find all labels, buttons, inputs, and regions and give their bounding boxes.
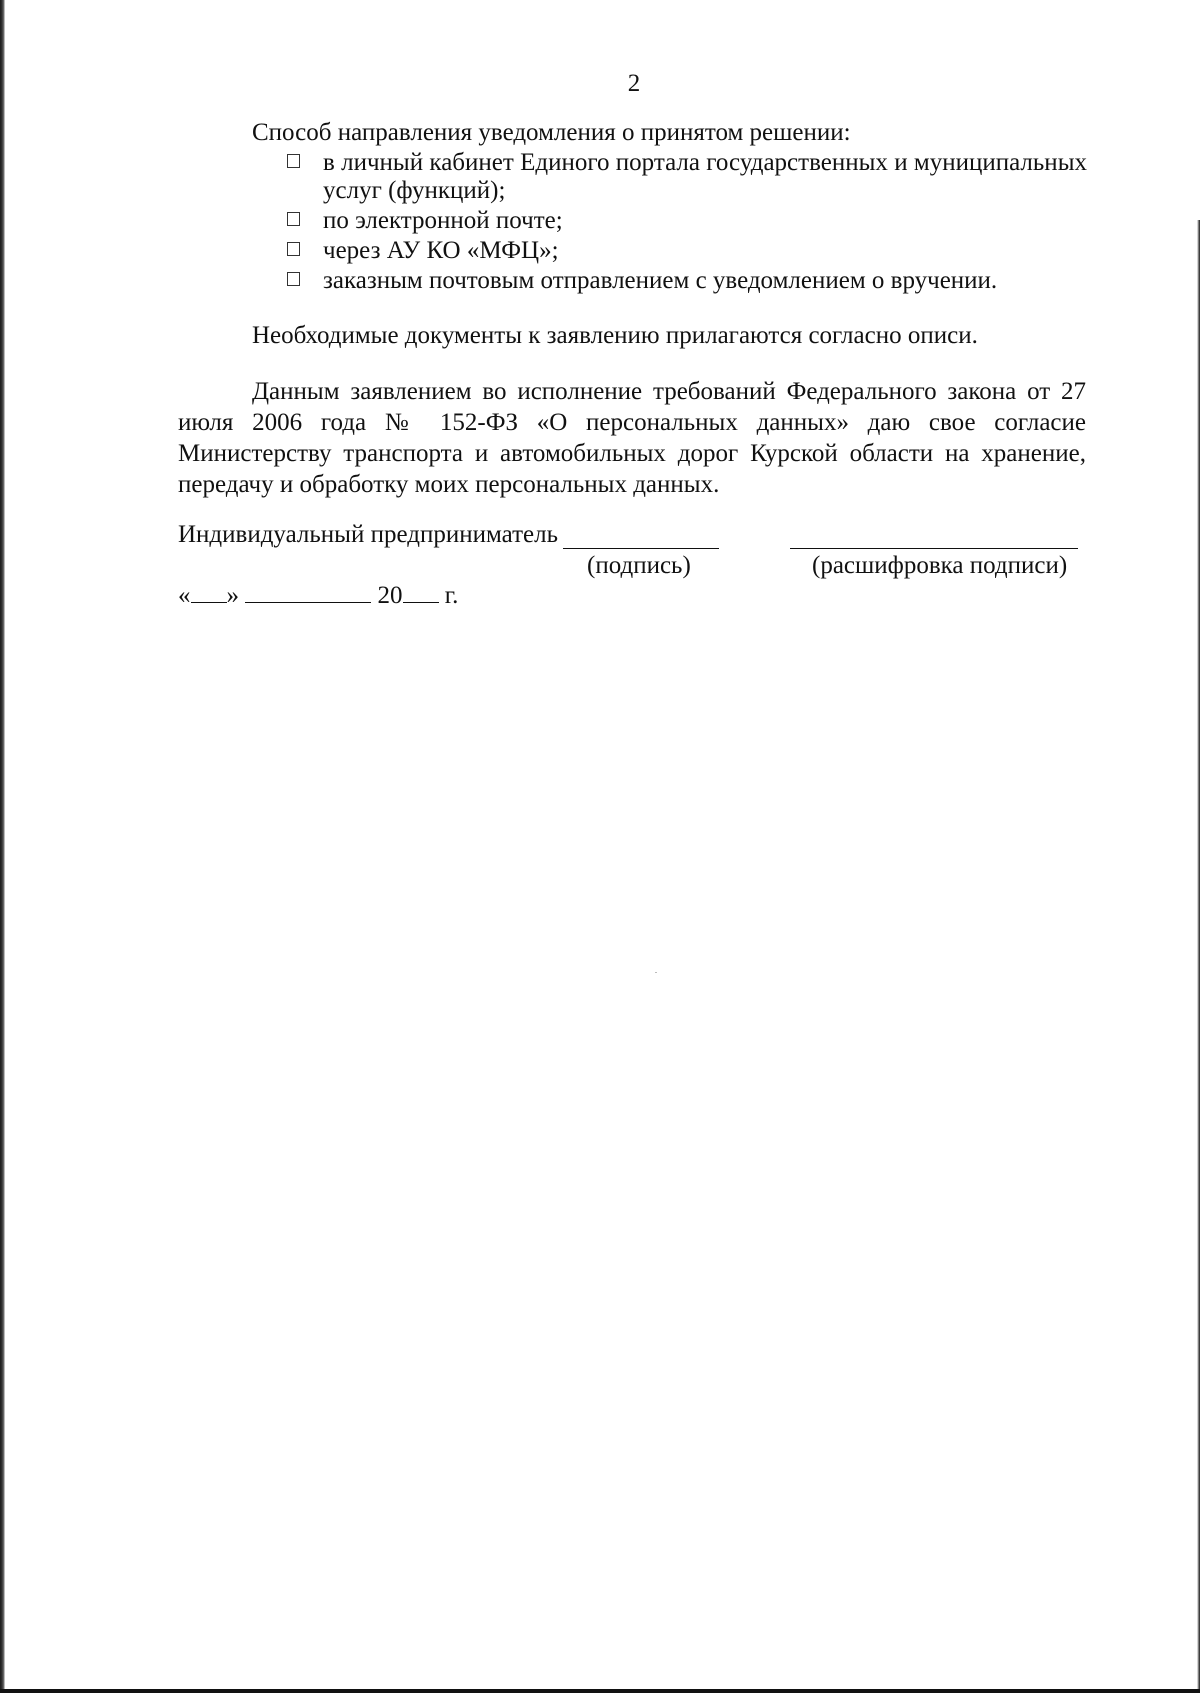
option-label: по электронной почте; <box>323 207 563 234</box>
scan-speck <box>655 972 657 973</box>
option-label: в личный кабинет Единого портала государственных и муниципальных услуг (функций); <box>323 149 1087 204</box>
date-day-blank[interactable] <box>191 580 227 603</box>
date-open-quote: « <box>178 582 191 609</box>
date-year-blank[interactable] <box>403 580 439 603</box>
option-personal-cabinet[interactable] <box>287 149 1087 205</box>
scan-edge-left <box>0 0 5 1693</box>
date-year-prefix: 20 <box>377 582 403 609</box>
scan-edge-bottom <box>0 1689 1200 1693</box>
date-year-suffix: г. <box>444 582 459 609</box>
notification-method-heading: Способ направления уведомления о принятом решении: <box>252 119 851 146</box>
date-line <box>178 580 458 610</box>
date-month-blank[interactable] <box>245 580 371 603</box>
checkbox-icon[interactable] <box>287 154 300 168</box>
signature-decode-line[interactable] <box>790 548 1078 549</box>
checkbox-icon[interactable] <box>287 212 300 226</box>
date-close-quote: » <box>226 582 239 609</box>
option-mfc[interactable] <box>287 237 1087 265</box>
option-registered-mail[interactable] <box>287 267 1087 295</box>
option-label: через АУ КО «МФЦ»; <box>323 237 559 264</box>
page-number: 2 <box>627 70 641 97</box>
option-label: заказным почтовым отправлением с уведомлением о вручении. <box>323 267 998 294</box>
notification-options-list <box>287 149 1087 297</box>
documents-note: Необходимые документы к заявлению прилагаются согласно описи. <box>252 322 978 349</box>
signature-decode-caption: (расшифровка подписи) <box>812 552 1068 579</box>
signature-line[interactable] <box>563 548 719 549</box>
option-email[interactable] <box>287 207 1087 235</box>
signer-role-label: Индивидуальный предприниматель <box>178 521 558 548</box>
personal-data-consent: Данным заявлением во исполнение требований Федерального закона от 27 июля 2006 года № 152-ФЗ «О персональных данных» даю свое согласие Министерству транспорта и автомобильных дорог Курской области на хранение, передачу и обработку моих персональных данных. <box>178 378 1086 498</box>
checkbox-icon[interactable] <box>287 272 300 286</box>
checkbox-icon[interactable] <box>287 242 300 256</box>
signature-caption: (подпись) <box>587 552 691 579</box>
